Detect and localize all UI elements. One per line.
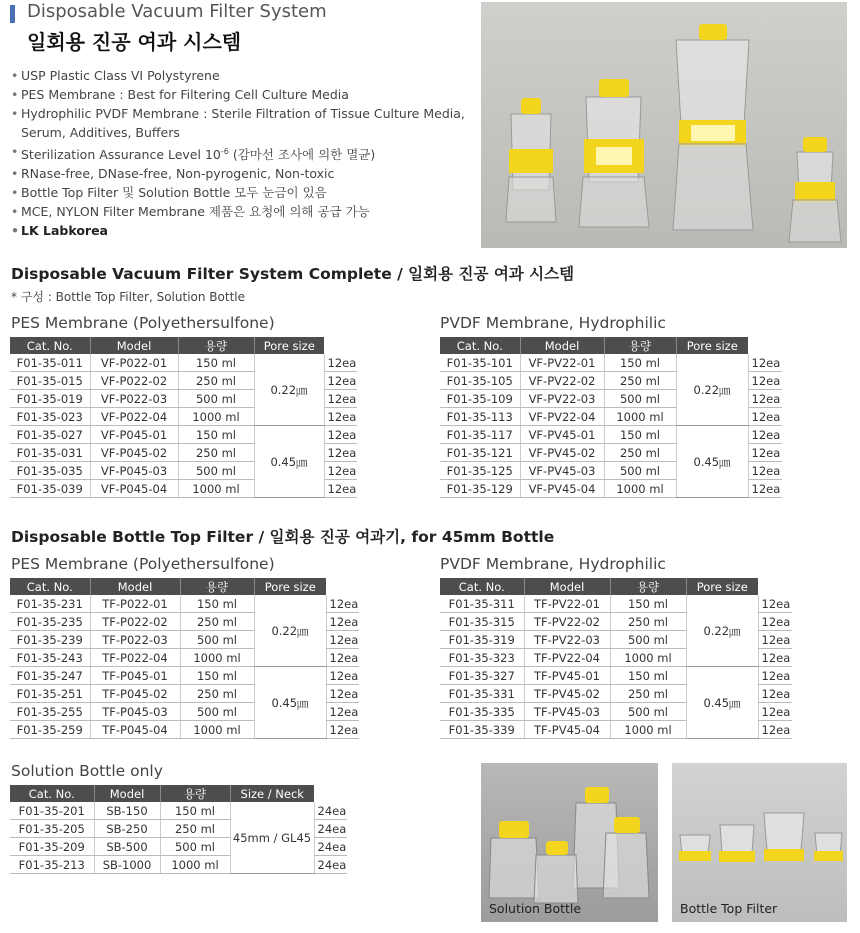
column-header: 용량: [610, 578, 686, 595]
cat-no-cell: F01-35-319: [440, 631, 524, 649]
volume-cell: 250 ml: [178, 372, 254, 390]
cat-no-cell: F01-35-259: [10, 721, 90, 739]
quantity-cell: 12ea: [748, 444, 782, 462]
column-header: Model: [524, 578, 610, 595]
model-cell: VF-PV22-04: [520, 408, 604, 426]
quantity-cell: 12ea: [324, 354, 357, 372]
cat-no-cell: F01-35-247: [10, 667, 90, 685]
column-header-blank: [758, 578, 792, 595]
model-cell: TF-PV45-04: [524, 721, 610, 739]
model-cell: VF-PV45-01: [520, 426, 604, 444]
model-cell: TF-PV22-01: [524, 595, 610, 613]
filter-unit-medium: [579, 79, 649, 227]
volume-cell: 150 ml: [178, 354, 254, 372]
volume-cell: 500 ml: [610, 631, 686, 649]
column-header: Size / Neck: [230, 785, 314, 802]
quantity-cell: 12ea: [758, 721, 792, 739]
quantity-cell: 24ea: [314, 838, 347, 856]
model-cell: VF-PV22-01: [520, 354, 604, 372]
cat-no-cell: F01-35-105: [440, 372, 520, 390]
volume-cell: 1000 ml: [178, 480, 254, 498]
feature-item: • Bottle Top Filter 및 Solution Bottle 모두 눈금이 있음: [11, 183, 476, 202]
cat-no-cell: F01-35-039: [10, 480, 90, 498]
model-cell: VF-P045-04: [90, 480, 178, 498]
volume-cell: 150 ml: [604, 426, 676, 444]
volume-cell: 500 ml: [180, 631, 254, 649]
feature-list: [11, 66, 476, 240]
volume-cell: 250 ml: [610, 685, 686, 703]
spec-table: [440, 337, 782, 498]
cat-no-cell: F01-35-125: [440, 462, 520, 480]
pore-size-cell: 0.45㎛: [254, 426, 324, 498]
volume-cell: 500 ml: [610, 703, 686, 721]
column-header: Pore size: [686, 578, 758, 595]
model-cell: TF-PV45-02: [524, 685, 610, 703]
quantity-cell: 12ea: [748, 408, 782, 426]
model-cell: SB-500: [94, 838, 160, 856]
pore-size-cell: 0.22㎛: [254, 595, 326, 667]
model-cell: VF-PV45-02: [520, 444, 604, 462]
volume-cell: 500 ml: [180, 703, 254, 721]
volume-cell: 1000 ml: [604, 480, 676, 498]
model-cell: TF-PV45-03: [524, 703, 610, 721]
model-cell: TF-PV45-01: [524, 667, 610, 685]
cat-no-cell: F01-35-129: [440, 480, 520, 498]
model-cell: VF-PV22-03: [520, 390, 604, 408]
volume-cell: 150 ml: [178, 426, 254, 444]
quantity-cell: 12ea: [758, 703, 792, 721]
volume-cell: 150 ml: [180, 667, 254, 685]
cat-no-cell: F01-35-015: [10, 372, 90, 390]
quantity-cell: 12ea: [748, 390, 782, 408]
table-row: [440, 354, 782, 372]
volume-cell: 1000 ml: [610, 721, 686, 739]
volume-cell: 150 ml: [604, 354, 676, 372]
feature-item: Serum, Additives, Buffers: [21, 125, 180, 140]
table-row: [440, 595, 792, 613]
cat-no-cell: F01-35-109: [440, 390, 520, 408]
pore-size-cell: 0.22㎛: [686, 595, 758, 667]
volume-cell: 1000 ml: [610, 649, 686, 667]
table-tf-pvdf: [440, 578, 792, 739]
quantity-cell: 12ea: [326, 631, 359, 649]
model-cell: VF-P022-03: [90, 390, 178, 408]
volume-cell: 1000 ml: [180, 649, 254, 667]
column-header: Cat. No.: [10, 785, 94, 802]
sal-exponent: -6: [220, 147, 229, 156]
section-title-complete: Disposable Vacuum Filter System Complete / 일회용 진공 여과 시스템: [11, 265, 575, 283]
volume-cell: 500 ml: [178, 462, 254, 480]
feature-item: • MCE, NYLON Filter Membrane 제품은 요청에 의해 공급 가능: [11, 202, 476, 221]
table-title-tf-pvdf: PVDF Membrane, Hydrophilic: [440, 555, 666, 573]
table-header-row: [440, 578, 792, 595]
table-tf-pes: [10, 578, 359, 739]
table-row: [10, 354, 357, 372]
cat-no-cell: F01-35-209: [10, 838, 94, 856]
model-cell: SB-150: [94, 802, 160, 820]
pore-size-cell: 0.45㎛: [254, 667, 326, 739]
volume-cell: 150 ml: [160, 802, 230, 820]
model-cell: SB-1000: [94, 856, 160, 874]
page-title-en: Disposable Vacuum Filter System: [27, 1, 327, 22]
cat-no-cell: F01-35-027: [10, 426, 90, 444]
model-cell: TF-P045-04: [90, 721, 180, 739]
spec-table: [10, 337, 357, 498]
column-header: Cat. No.: [10, 337, 90, 354]
pore-size-cell: 0.45㎛: [686, 667, 758, 739]
model-cell: TF-PV22-02: [524, 613, 610, 631]
table-vf-pvdf: [440, 337, 782, 498]
volume-cell: 250 ml: [160, 820, 230, 838]
quantity-cell: 12ea: [324, 462, 357, 480]
model-cell: VF-P022-01: [90, 354, 178, 372]
cat-no-cell: F01-35-327: [440, 667, 524, 685]
cat-no-cell: F01-35-339: [440, 721, 524, 739]
column-header-blank: [314, 785, 347, 802]
quantity-cell: 12ea: [326, 667, 359, 685]
table-row: [10, 802, 347, 820]
column-header: Model: [520, 337, 604, 354]
model-cell: TF-P022-03: [90, 631, 180, 649]
volume-cell: 150 ml: [180, 595, 254, 613]
cat-no-cell: F01-35-035: [10, 462, 90, 480]
cat-no-cell: F01-35-023: [10, 408, 90, 426]
feature-item: • Sterilization Assurance Level $10^{-6}$ (감마선 조사에 의한 멸균): [11, 142, 476, 164]
cat-no-cell: F01-35-239: [10, 631, 90, 649]
quantity-cell: 12ea: [748, 372, 782, 390]
volume-cell: 1000 ml: [178, 408, 254, 426]
volume-cell: 500 ml: [160, 838, 230, 856]
quantity-cell: 12ea: [324, 426, 357, 444]
cat-no-cell: F01-35-031: [10, 444, 90, 462]
quantity-cell: 12ea: [324, 372, 357, 390]
model-cell: VF-PV45-03: [520, 462, 604, 480]
quantity-cell: 12ea: [324, 480, 357, 498]
volume-cell: 250 ml: [604, 444, 676, 462]
quantity-cell: 12ea: [748, 354, 782, 372]
cat-no-cell: F01-35-315: [440, 613, 524, 631]
feature-item: • Hydrophilic PVDF Membrane : Sterile Filtration of Tissue Culture Media,: [11, 104, 476, 123]
title-accent-bar: [10, 5, 15, 23]
quantity-cell: 24ea: [314, 802, 347, 820]
table-row: [440, 426, 782, 444]
table-title-bottle: Solution Bottle only: [11, 762, 163, 780]
quantity-cell: 12ea: [758, 631, 792, 649]
size-neck-cell: 45mm / GL45: [230, 802, 314, 874]
product-photo-main: [481, 2, 847, 248]
feature-item: • RNase-free, DNase-free, Non-pyrogenic, Non-toxic: [11, 164, 476, 183]
filter-unit-large: [673, 24, 753, 230]
cat-no-cell: F01-35-113: [440, 408, 520, 426]
model-cell: TF-P022-02: [90, 613, 180, 631]
filter-systems-illustration: [481, 2, 847, 248]
quantity-cell: 12ea: [324, 390, 357, 408]
column-header: 용량: [160, 785, 230, 802]
model-cell: TF-PV22-03: [524, 631, 610, 649]
feature-item: • PES Membrane : Best for Filtering Cell Culture Media: [11, 85, 476, 104]
cat-no-cell: F01-35-201: [10, 802, 94, 820]
quantity-cell: 12ea: [758, 667, 792, 685]
photo-label-solution-bottle: Solution Bottle: [489, 901, 582, 916]
model-cell: VF-P045-02: [90, 444, 178, 462]
volume-cell: 250 ml: [604, 372, 676, 390]
section-title-bottle-top: Disposable Bottle Top Filter / 일회용 진공 여과기, for 45mm Bottle: [11, 528, 555, 546]
table-row: [10, 667, 359, 685]
column-header-blank: [748, 337, 782, 354]
photo-solution-bottle: [481, 763, 658, 922]
table-row: [10, 595, 359, 613]
cat-no-cell: F01-35-251: [10, 685, 90, 703]
photo-label-bottle-top-filter: Bottle Top Filter: [680, 901, 778, 916]
cat-no-cell: F01-35-311: [440, 595, 524, 613]
cat-no-cell: F01-35-255: [10, 703, 90, 721]
table-header-row: [10, 785, 347, 802]
cat-no-cell: F01-35-231: [10, 595, 90, 613]
table-header-row: [10, 337, 357, 354]
model-cell: VF-P045-01: [90, 426, 178, 444]
table-title-vf-pvdf: PVDF Membrane, Hydrophilic: [440, 314, 666, 332]
quantity-cell: 12ea: [326, 649, 359, 667]
column-header: Pore size: [254, 578, 326, 595]
volume-cell: 1000 ml: [160, 856, 230, 874]
quantity-cell: 24ea: [314, 856, 347, 874]
pore-size-cell: 0.45㎛: [676, 426, 748, 498]
column-header: Model: [90, 578, 180, 595]
quantity-cell: 24ea: [314, 820, 347, 838]
spec-table: [10, 785, 347, 874]
model-cell: VF-P022-04: [90, 408, 178, 426]
table-header-row: [10, 578, 359, 595]
table-title-vf-pes: PES Membrane (Polyethersulfone): [11, 314, 275, 332]
quantity-cell: 12ea: [748, 480, 782, 498]
model-cell: TF-P022-04: [90, 649, 180, 667]
quantity-cell: 12ea: [748, 426, 782, 444]
quantity-cell: 12ea: [326, 721, 359, 739]
table-title-tf-pes: PES Membrane (Polyethersulfone): [11, 555, 275, 573]
column-header: Cat. No.: [440, 578, 524, 595]
pore-size-cell: 0.22㎛: [676, 354, 748, 426]
column-header: 용량: [180, 578, 254, 595]
cat-no-cell: F01-35-235: [10, 613, 90, 631]
column-header: Cat. No.: [10, 578, 90, 595]
model-cell: VF-P022-02: [90, 372, 178, 390]
volume-cell: 1000 ml: [180, 721, 254, 739]
column-header: Model: [90, 337, 178, 354]
cat-no-cell: F01-35-019: [10, 390, 90, 408]
table-vf-pes: [10, 337, 357, 498]
volume-cell: 250 ml: [180, 613, 254, 631]
table-row: [10, 426, 357, 444]
cat-no-cell: F01-35-335: [440, 703, 524, 721]
volume-cell: 500 ml: [604, 462, 676, 480]
quantity-cell: 12ea: [758, 685, 792, 703]
solution-bottles-illustration: [481, 763, 658, 922]
cat-no-cell: F01-35-243: [10, 649, 90, 667]
column-header: Pore size: [254, 337, 324, 354]
pore-size-cell: 0.22㎛: [254, 354, 324, 426]
model-cell: TF-P045-03: [90, 703, 180, 721]
quantity-cell: 12ea: [326, 613, 359, 631]
quantity-cell: 12ea: [324, 408, 357, 426]
model-cell: TF-P022-01: [90, 595, 180, 613]
cat-no-cell: F01-35-213: [10, 856, 94, 874]
bottle-top-filters-illustration: [672, 763, 847, 922]
volume-cell: 500 ml: [604, 390, 676, 408]
quantity-cell: 12ea: [326, 703, 359, 721]
column-header: Model: [94, 785, 160, 802]
section-note: * 구성 : Bottle Top Filter, Solution Bottle: [11, 290, 245, 304]
feature-item: • USP Plastic Class VI Polystyrene: [11, 66, 476, 85]
table-row: [440, 667, 792, 685]
column-header-blank: [324, 337, 357, 354]
quantity-cell: 12ea: [758, 613, 792, 631]
cat-no-cell: F01-35-205: [10, 820, 94, 838]
filter-unit-right: [789, 137, 841, 242]
volume-cell: 250 ml: [610, 613, 686, 631]
volume-cell: 150 ml: [610, 595, 686, 613]
volume-cell: 1000 ml: [604, 408, 676, 426]
spec-table: [10, 578, 359, 739]
sal-suffix: (감마선 조사에 의한 멸균): [228, 147, 376, 163]
model-cell: TF-PV22-04: [524, 649, 610, 667]
quantity-cell: 12ea: [324, 444, 357, 462]
model-cell: VF-PV22-02: [520, 372, 604, 390]
column-header: Pore size: [676, 337, 748, 354]
column-header: 용량: [178, 337, 254, 354]
column-header-blank: [326, 578, 359, 595]
volume-cell: 250 ml: [180, 685, 254, 703]
spec-table: [440, 578, 792, 739]
quantity-cell: 12ea: [748, 462, 782, 480]
quantity-cell: 12ea: [758, 595, 792, 613]
cat-no-cell: F01-35-011: [10, 354, 90, 372]
model-cell: VF-P045-03: [90, 462, 178, 480]
volume-cell: 150 ml: [610, 667, 686, 685]
cat-no-cell: F01-35-121: [440, 444, 520, 462]
quantity-cell: 12ea: [326, 595, 359, 613]
cat-no-cell: F01-35-331: [440, 685, 524, 703]
column-header: 용량: [604, 337, 676, 354]
model-cell: TF-P045-02: [90, 685, 180, 703]
photo-bottle-top-filter: [672, 763, 847, 922]
model-cell: VF-PV45-04: [520, 480, 604, 498]
cat-no-cell: F01-35-117: [440, 426, 520, 444]
table-header-row: [440, 337, 782, 354]
cat-no-cell: F01-35-101: [440, 354, 520, 372]
column-header: Cat. No.: [440, 337, 520, 354]
volume-cell: 500 ml: [178, 390, 254, 408]
model-cell: TF-P045-01: [90, 667, 180, 685]
filter-unit-small: [506, 98, 556, 222]
quantity-cell: 12ea: [326, 685, 359, 703]
page-title-ko: 일회용 진공 여과 시스템: [27, 30, 242, 54]
cat-no-cell: F01-35-323: [440, 649, 524, 667]
quantity-cell: 12ea: [758, 649, 792, 667]
model-cell: SB-250: [94, 820, 160, 838]
brand-item: • LK Labkorea: [11, 221, 476, 240]
table-bottle: [10, 785, 347, 874]
volume-cell: 250 ml: [178, 444, 254, 462]
